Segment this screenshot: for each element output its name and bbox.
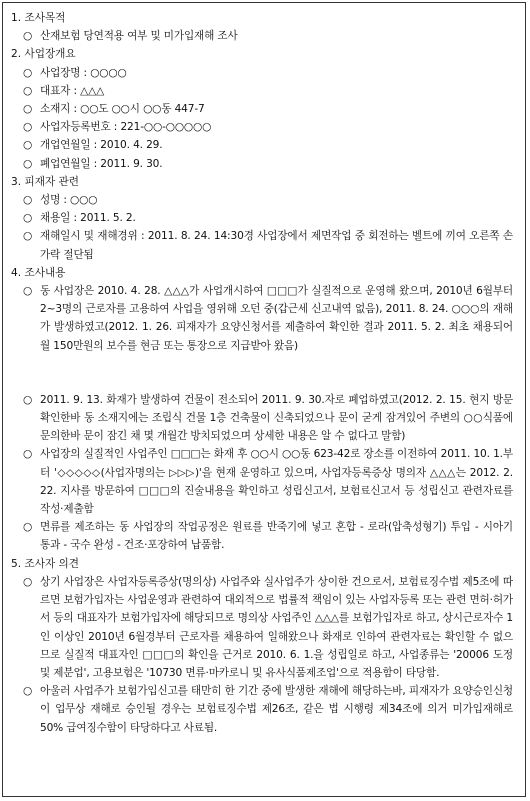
item-text: 폐업연월일 : 2011. 9. 30.	[40, 157, 163, 170]
item-text: 산재보험 당연적용 여부 및 미가입재해 조사	[40, 30, 238, 43]
item-text: 동 사업장은 2010. 4. 28. △△△가 사업개시하여 □□□가 실질적으로 운영해 왔으며, 2010년 6월부터 2~3명의 근로자를 고용하여 사업을 영위해 오던 중(갑근세 신고내역 없음), 2011. 8. 24. ○○○의 재해가 발생하였고(2012. 1. 26. 피재자가 요양신청서를 제출하여 확인한 결과 2011. 5. 2. 최초 채용되어 월 150만원의 보수를 현금 또는 통장으로 지급받아 왔음)	[40, 285, 513, 352]
list-item	[11, 518, 515, 554]
list-item	[11, 155, 515, 173]
section-heading: 3. 피재자 관련	[11, 175, 80, 188]
section-purpose	[11, 9, 515, 45]
circle-bullet-icon: ○	[23, 448, 33, 461]
section-victim	[11, 173, 515, 264]
circle-bullet-icon: ○	[23, 121, 33, 134]
circle-bullet-icon: ○	[23, 685, 33, 698]
section-heading: 4. 조사내용	[11, 266, 66, 279]
item-text: 사업장명 : ○○○○	[40, 66, 127, 79]
circle-bullet-icon: ○	[23, 521, 33, 534]
circle-bullet-icon: ○	[23, 194, 33, 207]
circle-bullet-icon: ○	[23, 575, 33, 588]
document-page	[2, 2, 526, 797]
list-item	[11, 27, 515, 45]
section-heading: 1. 조사목적	[11, 12, 66, 24]
section-heading: 2. 사업장개요	[11, 48, 76, 61]
circle-bullet-icon: ○	[23, 393, 33, 406]
circle-bullet-icon: ○	[23, 103, 33, 116]
item-text: 사업자등록번호 : 221-○○-○○○○○	[40, 121, 212, 134]
item-text: 사업장의 실질적인 사업주인 □□□는 화재 후 ○○시 ○○동 623-42로 장소를 이전하여 2011. 10. 1.부터 '◇◇◇◇◇(사업자명의는 ▷▷▷)'을 현재 운영하고 있으며, 사업자등록증상 명의자 △△△는 2012. 2. 22. 지사를 방문하여 □□□의 진술내용을 확인하고 성립신고서, 보험료신고서 등 성립신고 관련자료를 작성·제출함	[40, 448, 513, 516]
list-item	[11, 445, 515, 518]
item-text: 소재지 : ○○도 ○○시 ○○동 447-7	[40, 103, 205, 116]
circle-bullet-icon: ○	[23, 157, 33, 170]
list-item	[11, 100, 515, 118]
list-item	[11, 227, 515, 263]
item-text: 아울러 사업주가 보험가입신고를 태만히 한 기간 중에 발생한 재해에 해당하는바, 피재자가 요양승인신청이 업무상 재해로 승인될 경우는 보험료징수법 제26조, 같은 법 시행령 제34조에 의거 미가입재해로 50% 급여징수함이 타당하다고 사료됨.	[40, 685, 513, 734]
list-item	[11, 191, 515, 209]
item-text: 상기 사업장은 사업자등록증상(명의상) 사업주와 실사업주가 상이한 건으로서, 보험료징수법 제5조에 따르면 보험가입자는 사업운영과 관련하여 대외적으로 법률적 책임이 있는 사업자등록 또는 관련 면허·허가서 등의 대표자가 보험가입자에 해당되므로 명의상 사업주인 △△△를 보험가입자로 하고, 상시근로자수 1인 이상인 2010년 6월경부터 근로자를 채용하여 일해왔으나 화재로 인하여 관련자료는 확인할 수 없으므로 실질적 대표자인 □□□의 확인을 근거로 2010. 6. 1.을 성립일로 하고, 사업종류는 '20006 도정 및 제분업', 고용보험은 '10730 면류·마카로니 및 유사식품제조업'으로 적용함이 타당함.	[40, 575, 513, 679]
item-text: 면류를 제조하는 동 사업장의 작업공정은 원료를 반죽기에 넣고 혼합 - 로라(압축성형기) 투입 - 시아기 통과 - 국수 완성 - 건조·포장하여 납품함.	[40, 521, 513, 552]
list-item	[11, 82, 515, 100]
list-item	[11, 209, 515, 227]
list-item	[11, 118, 515, 136]
list-item	[11, 64, 515, 82]
list-item	[11, 682, 515, 737]
circle-bullet-icon: ○	[23, 230, 33, 243]
item-text: 2011. 9. 13. 화재가 발생하여 건물이 전소되어 2011. 9. 30.자로 폐업하였고(2012. 2. 15. 현지 방문 확인한바 동 소재지에는 조립식 건물 1층 건축물이 신축되었으나 문이 굳게 잠겨있어 주변의 ○○식품에 문의한바 문이 잠긴 채 몇 개월간 방치되었으며 상세한 내용은 알 수 없다고 말함)	[40, 393, 513, 443]
circle-bullet-icon: ○	[23, 212, 33, 225]
circle-bullet-icon: ○	[23, 139, 33, 152]
section-investigation	[11, 264, 515, 555]
list-item	[11, 282, 515, 355]
item-text: 개업연월일 : 2010. 4. 29.	[40, 139, 163, 152]
item-text: 채용일 : 2011. 5. 2.	[40, 212, 136, 225]
item-text: 대표자 : △△△	[40, 84, 105, 97]
circle-bullet-icon: ○	[23, 30, 33, 43]
circle-bullet-icon: ○	[23, 84, 33, 97]
section-heading: 5. 조사자 의견	[11, 557, 80, 570]
item-text: 재해일시 및 재해경위 : 2011. 8. 24. 14:30경 사업장에서 제면작업 중 회전하는 벨트에 끼여 오른쪽 손가락 절단됨	[40, 230, 513, 261]
section-overview	[11, 45, 515, 172]
circle-bullet-icon: ○	[23, 285, 33, 298]
list-item	[11, 391, 515, 446]
section-opinion	[11, 555, 515, 737]
blank-spacer	[11, 355, 515, 391]
circle-bullet-icon: ○	[23, 66, 33, 79]
list-item	[11, 136, 515, 154]
list-item	[11, 573, 515, 682]
item-text: 성명 : ○○○	[40, 194, 98, 207]
